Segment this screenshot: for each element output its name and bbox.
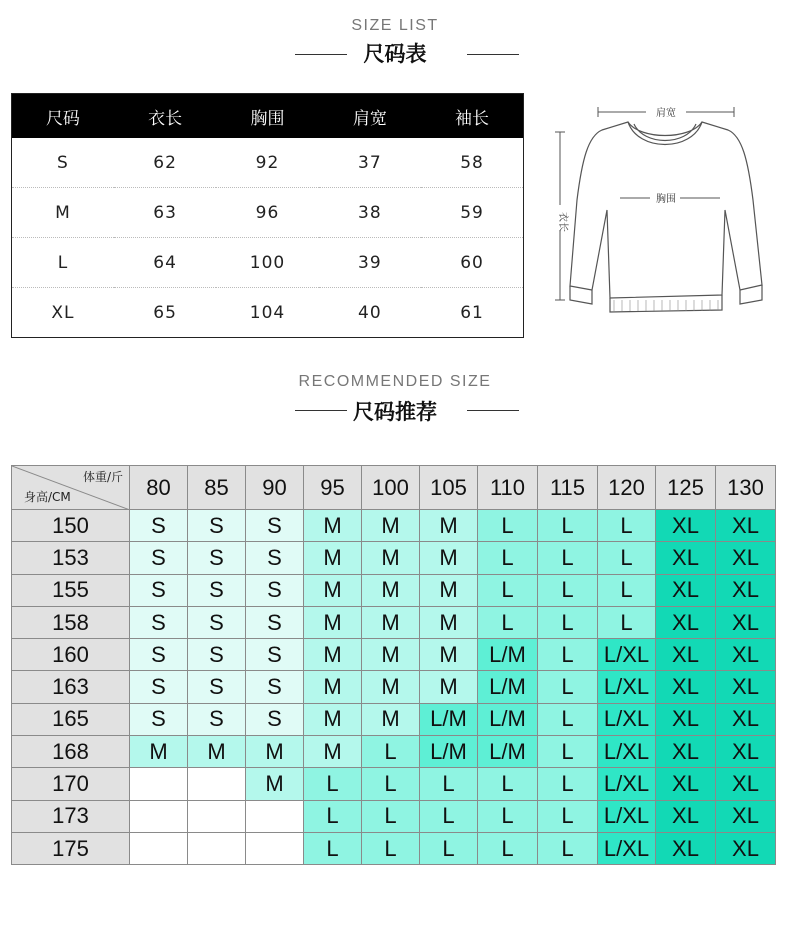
size-recommendation-cell: L/XL bbox=[598, 800, 656, 832]
size-recommendation-cell: M bbox=[362, 542, 420, 574]
size-table-cell: 59 bbox=[421, 188, 523, 238]
size-recommendation-cell: L bbox=[598, 606, 656, 638]
size-recommendation-cell: L bbox=[538, 606, 598, 638]
size-recommendation-cell bbox=[130, 800, 188, 832]
size-recommendation-cell: XL bbox=[716, 768, 776, 800]
size-recommendation-cell: L bbox=[538, 832, 598, 864]
size-recommendation-cell: L bbox=[362, 800, 420, 832]
size-table-cell: 65 bbox=[153, 302, 177, 323]
size-recommendation-cell: M bbox=[304, 510, 362, 542]
size-recommendation-cell: XL bbox=[716, 639, 776, 671]
size-recommendation-cell: XL bbox=[716, 832, 776, 864]
size-recommendation-cell: M bbox=[362, 671, 420, 703]
size-table-cell: 40 bbox=[358, 302, 382, 323]
size-recommendation-cell: M bbox=[304, 736, 362, 768]
weight-header-cell: 120 bbox=[598, 466, 656, 510]
size-table-header-cell: 胸围 bbox=[216, 94, 318, 139]
weight-header-cell: 130 bbox=[716, 466, 776, 510]
size-recommendation-cell: L bbox=[538, 639, 598, 671]
size-recommendation-cell: XL bbox=[656, 800, 716, 832]
size-recommendation-cell: XL bbox=[656, 639, 716, 671]
size-table-cell: 37 bbox=[319, 138, 421, 188]
size-recommendation-cell: M bbox=[304, 639, 362, 671]
weight-header-cell: 95 bbox=[304, 466, 362, 510]
size-recommendation-cell: S bbox=[246, 510, 304, 542]
size-table-row bbox=[12, 188, 524, 238]
size-recommendation-cell: M bbox=[130, 736, 188, 768]
size-recommendation-cell bbox=[188, 768, 246, 800]
size-recommendation-cell: S bbox=[246, 574, 304, 606]
recommended-title: 尺码推荐 bbox=[353, 400, 437, 424]
size-recommendation-cell: M bbox=[420, 671, 478, 703]
size-recommendation-cell bbox=[130, 832, 188, 864]
size-recommendation-cell: S bbox=[188, 574, 246, 606]
size-recommendation-cell: S bbox=[130, 510, 188, 542]
size-recommendation-cell: XL bbox=[656, 768, 716, 800]
size-recommendation-cell: L bbox=[538, 800, 598, 832]
size-table-row bbox=[12, 138, 524, 188]
size-recommendation-cell: L bbox=[538, 768, 598, 800]
size-recommendation-cell: M bbox=[304, 606, 362, 638]
height-cell: 170 bbox=[12, 768, 130, 800]
size-recommendation-cell: S bbox=[130, 703, 188, 735]
size-table-cell: L bbox=[12, 238, 114, 288]
height-cell: 168 bbox=[12, 736, 130, 768]
weight-header-cell: 110 bbox=[478, 466, 538, 510]
weight-header-cell: 100 bbox=[362, 466, 420, 510]
size-recommendation-cell: M bbox=[304, 574, 362, 606]
recommendation-row bbox=[12, 768, 776, 800]
size-table-header-cell: 尺码 bbox=[12, 94, 114, 139]
recommendation-row bbox=[12, 671, 776, 703]
size-table-row bbox=[12, 288, 524, 338]
size-recommendation-cell: L bbox=[478, 542, 538, 574]
size-recommendation-cell: L bbox=[598, 542, 656, 574]
size-recommendation-cell: L bbox=[362, 736, 420, 768]
height-cell: 173 bbox=[12, 800, 130, 832]
size-recommendation-cell: S bbox=[188, 639, 246, 671]
size-recommendation-cell: M bbox=[304, 542, 362, 574]
size-recommendation-cell: L bbox=[304, 832, 362, 864]
title-rule-left bbox=[295, 54, 347, 55]
size-recommendation-cell bbox=[246, 832, 304, 864]
size-recommendation-cell: L/XL bbox=[598, 639, 656, 671]
height-cell: 153 bbox=[12, 542, 130, 574]
size-recommendation-cell: M bbox=[188, 736, 246, 768]
size-recommendation-cell: S bbox=[246, 639, 304, 671]
size-recommendation-cell: XL bbox=[716, 800, 776, 832]
size-recommendation-cell: M bbox=[362, 574, 420, 606]
size-table bbox=[11, 93, 524, 338]
size-recommendation-cell: S bbox=[246, 606, 304, 638]
size-recommendation-cell: L/M bbox=[478, 703, 538, 735]
size-table-cell: XL bbox=[51, 302, 75, 323]
size-recommendation-cell: S bbox=[188, 542, 246, 574]
size-recommendation-cell: M bbox=[304, 671, 362, 703]
size-recommendation-cell bbox=[246, 800, 304, 832]
size-recommendation-cell: L bbox=[478, 768, 538, 800]
size-recommendation-cell: L bbox=[362, 768, 420, 800]
size-table-header bbox=[12, 94, 524, 139]
recommendation-row bbox=[12, 606, 776, 638]
size-recommendation-cell: L bbox=[538, 574, 598, 606]
size-recommendation-cell: XL bbox=[716, 736, 776, 768]
size-table-row bbox=[12, 238, 524, 288]
size-table-cell: 92 bbox=[216, 138, 318, 188]
chest-label: 胸围 bbox=[656, 194, 676, 205]
table-corner-cell bbox=[12, 466, 130, 510]
size-recommendation-cell: XL bbox=[716, 671, 776, 703]
size-recommendation-cell: L bbox=[420, 832, 478, 864]
size-recommendation-cell: L bbox=[538, 736, 598, 768]
weight-header-cell: 105 bbox=[420, 466, 478, 510]
size-recommendation-cell: L bbox=[538, 510, 598, 542]
size-recommendation-cell: XL bbox=[716, 510, 776, 542]
size-recommendation-cell: L bbox=[538, 671, 598, 703]
recommendation-row bbox=[12, 736, 776, 768]
title-rule-right-2 bbox=[467, 410, 519, 411]
recommendation-row bbox=[12, 639, 776, 671]
length-label: 衣长 bbox=[557, 212, 568, 232]
size-recommendation-cell: XL bbox=[716, 606, 776, 638]
size-recommendation-cell: L bbox=[478, 800, 538, 832]
size-recommendation-cell: S bbox=[188, 703, 246, 735]
recommendation-row bbox=[12, 510, 776, 542]
weight-header-cell: 125 bbox=[656, 466, 716, 510]
size-recommendation-cell: XL bbox=[656, 671, 716, 703]
recommended-subtitle: RECOMMENDED SIZE bbox=[298, 373, 492, 390]
size-recommendation-cell: M bbox=[362, 703, 420, 735]
size-recommendation-cell: L bbox=[304, 800, 362, 832]
weight-header-cell: 115 bbox=[538, 466, 598, 510]
size-recommendation-cell: M bbox=[420, 574, 478, 606]
size-recommendation-cell: XL bbox=[656, 832, 716, 864]
size-recommendation-cell: M bbox=[420, 606, 478, 638]
height-cell: 155 bbox=[12, 574, 130, 606]
size-table-cell: 58 bbox=[421, 138, 523, 188]
size-recommendation-cell: L bbox=[478, 510, 538, 542]
size-list-subtitle: SIZE LIST bbox=[351, 17, 439, 34]
size-recommendation-cell: M bbox=[420, 639, 478, 671]
size-recommendation-cell: M bbox=[362, 510, 420, 542]
size-recommendation-cell: S bbox=[130, 639, 188, 671]
size-recommendation-cell: L/XL bbox=[598, 736, 656, 768]
size-recommendation-cell: L/M bbox=[478, 736, 538, 768]
size-recommendation-cell bbox=[188, 832, 246, 864]
size-recommendation-cell: L bbox=[362, 832, 420, 864]
size-recommendation-cell: L/XL bbox=[598, 832, 656, 864]
recommendation-table bbox=[11, 465, 776, 865]
size-recommendation-cell: L bbox=[478, 606, 538, 638]
height-cell: 160 bbox=[12, 639, 130, 671]
size-table-header-cell: 袖长 bbox=[421, 94, 523, 139]
size-recommendation-cell: M bbox=[362, 606, 420, 638]
shoulder-label: 肩宽 bbox=[656, 108, 676, 119]
size-recommendation-cell: XL bbox=[656, 606, 716, 638]
size-recommendation-cell: XL bbox=[656, 736, 716, 768]
size-recommendation-cell: XL bbox=[716, 703, 776, 735]
size-recommendation-cell: XL bbox=[716, 574, 776, 606]
size-recommendation-cell: L bbox=[538, 703, 598, 735]
height-cell: 163 bbox=[12, 671, 130, 703]
size-recommendation-cell: XL bbox=[656, 574, 716, 606]
size-recommendation-cell: S bbox=[188, 510, 246, 542]
height-cell: 165 bbox=[12, 703, 130, 735]
sweater-diagram bbox=[550, 100, 780, 320]
size-recommendation-cell: L bbox=[538, 542, 598, 574]
size-recommendation-cell: M bbox=[246, 736, 304, 768]
size-recommendation-cell: M bbox=[362, 639, 420, 671]
recommendation-row bbox=[12, 832, 776, 864]
size-table-header-cell: 衣长 bbox=[114, 94, 216, 139]
weight-axis-label: 体重/斤 bbox=[82, 470, 123, 484]
size-recommendation-cell: XL bbox=[716, 542, 776, 574]
weight-header-cell: 85 bbox=[188, 466, 246, 510]
recommendation-row bbox=[12, 703, 776, 735]
size-table-cell: 62 bbox=[114, 138, 216, 188]
size-table-cell: 63 bbox=[114, 188, 216, 238]
size-table-cell: 64 bbox=[114, 238, 216, 288]
recommendation-row bbox=[12, 800, 776, 832]
recommendation-header-row bbox=[12, 466, 776, 510]
size-recommendation-cell: M bbox=[246, 768, 304, 800]
size-recommendation-cell: L/XL bbox=[598, 671, 656, 703]
size-recommendation-cell: XL bbox=[656, 542, 716, 574]
size-recommendation-cell: L bbox=[478, 574, 538, 606]
size-recommendation-cell: L/XL bbox=[598, 703, 656, 735]
size-recommendation-cell: S bbox=[188, 606, 246, 638]
size-recommendation-cell: L/M bbox=[478, 639, 538, 671]
size-recommendation-cell: L/M bbox=[420, 736, 478, 768]
recommendation-row bbox=[12, 574, 776, 606]
size-table-cell: 38 bbox=[319, 188, 421, 238]
size-recommendation-cell: S bbox=[130, 671, 188, 703]
size-recommendation-cell: S bbox=[188, 671, 246, 703]
size-recommendation-cell bbox=[188, 800, 246, 832]
size-table-cell: 100 bbox=[216, 238, 318, 288]
height-cell: 175 bbox=[12, 832, 130, 864]
size-table-cell: S bbox=[12, 138, 114, 188]
size-recommendation-cell: L bbox=[478, 832, 538, 864]
size-table-header-cell: 肩宽 bbox=[319, 94, 421, 139]
weight-header-cell: 80 bbox=[130, 466, 188, 510]
size-recommendation-cell: L bbox=[420, 800, 478, 832]
size-recommendation-cell: S bbox=[130, 542, 188, 574]
size-recommendation-cell: L bbox=[420, 768, 478, 800]
size-recommendation-cell: M bbox=[304, 703, 362, 735]
size-recommendation-cell: S bbox=[246, 703, 304, 735]
size-recommendation-cell: L bbox=[598, 510, 656, 542]
recommendation-row bbox=[12, 542, 776, 574]
size-recommendation-cell: XL bbox=[656, 703, 716, 735]
size-recommendation-cell: S bbox=[246, 542, 304, 574]
size-recommendation-cell bbox=[130, 768, 188, 800]
height-cell: 158 bbox=[12, 606, 130, 638]
size-recommendation-cell: M bbox=[420, 542, 478, 574]
weight-header-cell: 90 bbox=[246, 466, 304, 510]
size-table-cell: 104 bbox=[249, 302, 286, 323]
size-recommendation-cell: XL bbox=[656, 510, 716, 542]
size-recommendation-cell: L/M bbox=[478, 671, 538, 703]
size-recommendation-cell: M bbox=[420, 510, 478, 542]
size-table-cell: 60 bbox=[421, 238, 523, 288]
size-table-cell: 39 bbox=[319, 238, 421, 288]
size-recommendation-cell: S bbox=[130, 606, 188, 638]
size-recommendation-cell: L/XL bbox=[598, 768, 656, 800]
size-list-title: 尺码表 bbox=[363, 42, 427, 66]
height-axis-label: 身高/CM bbox=[24, 490, 71, 504]
size-recommendation-cell: S bbox=[246, 671, 304, 703]
size-recommendation-cell: L bbox=[304, 768, 362, 800]
size-table-cell: 61 bbox=[460, 302, 484, 323]
title-rule-right bbox=[467, 54, 519, 55]
title-rule-left-2 bbox=[295, 410, 347, 411]
size-recommendation-cell: L bbox=[598, 574, 656, 606]
size-recommendation-cell: L/M bbox=[420, 703, 478, 735]
size-table-cell: M bbox=[12, 188, 114, 238]
size-recommendation-cell: S bbox=[130, 574, 188, 606]
size-table-cell: 96 bbox=[216, 188, 318, 238]
height-cell: 150 bbox=[12, 510, 130, 542]
